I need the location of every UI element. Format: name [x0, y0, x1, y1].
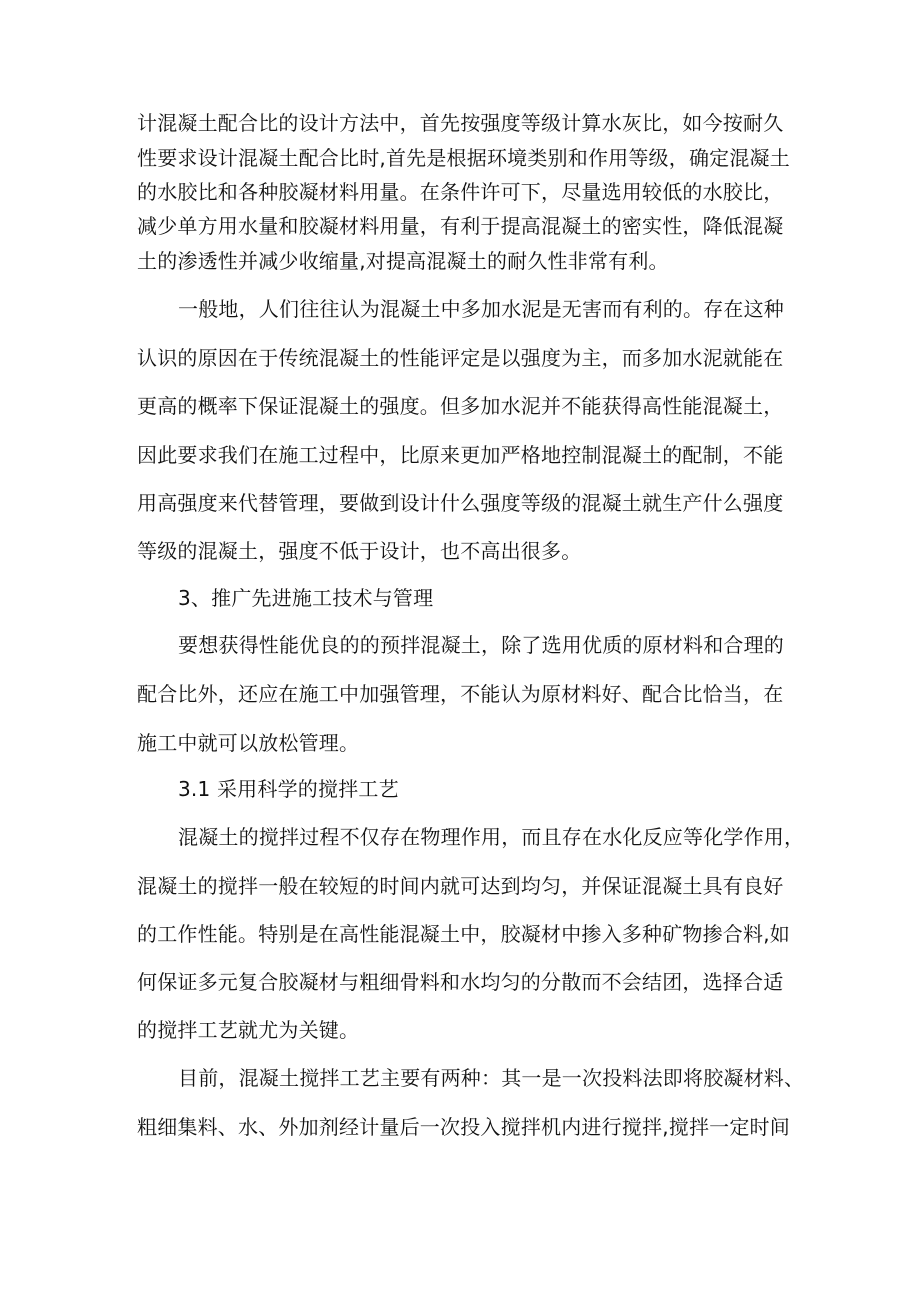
text-line: 的水胶比和各种胶凝材料用量。在条件许可下，尽量选用较低的水胶比，: [137, 180, 784, 204]
text-line: 的工作性能。特别是在高性能混凝土中，胶凝材中掺入多种矿物掺合料,如: [137, 922, 790, 946]
text-line: 一般地，人们往往认为混凝土中多加水泥是无害而有利的。存在这种: [178, 297, 784, 321]
text-line: 配合比外，还应在施工中加强管理，不能认为原材料好、配合比恰当，在: [137, 682, 784, 706]
text-line: 何保证多元复合胶凝材与粗细骨料和水均匀的分散而不会结团，选择合适: [137, 970, 784, 994]
text-line: 用高强度来代替管理，要做到设计什么强度等级的混凝土就生产什么强度: [137, 491, 784, 515]
text-line: 目前，混凝土搅拌工艺主要有两种：其一是一次投料法即将胶凝材料、: [178, 1066, 805, 1090]
text-line: 粗细集料、水、外加剂经计量后一次投入搅拌机内进行搅拌,搅拌一定时间: [137, 1115, 790, 1139]
text-line: 土的渗透性并减少收缩量,对提高混凝土的耐久性非常有利。: [137, 249, 669, 273]
text-line: 计混凝土配合比的设计方法中，首先按强度等级计算水灰比，如今按耐久: [137, 111, 784, 135]
subsection-heading: 3.1 采用科学的搅拌工艺: [178, 777, 399, 801]
section-heading: 3、推广先进施工技术与管理: [178, 586, 434, 610]
text-line: 减少单方用水量和胶凝材料用量，有利于提高混凝土的密实性，降低混凝: [137, 214, 784, 238]
text-line: 因此要求我们在施工过程中，比原来更加严格地控制混凝土的配制，不能: [137, 443, 784, 467]
text-line: 更高的概率下保证混凝土的强度。但多加水泥并不能获得高性能混凝土，: [137, 394, 784, 418]
text-line: 的搅拌工艺就尤为关键。: [137, 1018, 360, 1042]
text-line: 性要求设计混凝土配合比时,首先是根据环境类别和作用等级，确定混凝土: [137, 146, 790, 170]
text-line: 施工中就可以放松管理。: [137, 731, 360, 755]
text-line: 认识的原因在于传统混凝土的性能评定是以强度为主，而多加水泥就能在: [137, 346, 784, 370]
text-line: 混凝土的搅拌一般在较短的时间内就可达到均匀，并保证混凝土具有良好: [137, 874, 784, 898]
text-line: 混凝土的搅拌过程不仅存在物理作用，而且存在水化反应等化学作用，: [178, 825, 805, 849]
text-line: 要想获得性能优良的的预拌混凝土，除了选用优质的原材料和合理的: [178, 633, 784, 657]
text-line: 等级的混凝土，强度不低于设计，也不高出很多。: [137, 539, 582, 563]
